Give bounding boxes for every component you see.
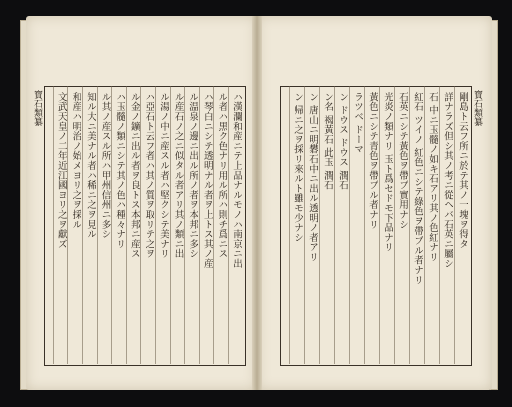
text-column: ラツベ ドーマ xyxy=(352,92,363,155)
text-column: ハ亞石ト云フ者ハ其ノ質ヲ取リテ之ヲ xyxy=(143,92,155,259)
column-rule xyxy=(319,86,320,364)
column-rule xyxy=(394,86,395,364)
text-column: ル温泉ノ邊ニ出ル所ノ者ヲ本邦ニ多シ xyxy=(187,92,199,259)
column-rule xyxy=(111,86,112,364)
column-rule xyxy=(184,86,185,364)
column-rule xyxy=(439,86,440,364)
text-column: 石英ニシテ黃色ヲ帶ブ實用ナシ xyxy=(397,92,408,230)
column-rule xyxy=(349,86,350,364)
column-rule xyxy=(97,86,98,364)
text-column: 黃色ニシテ青色ヲ帶ブル者ナリ xyxy=(367,92,378,230)
text-column: ル金ノ鑛ニ出ル者ヲ良トス本邦ニ産ス xyxy=(128,92,140,259)
text-column: ン ドウス ドウス 潤石 xyxy=(337,92,348,190)
text-column: 知ル大ニ美ナル者ハ稀ニ之ヲ見ル xyxy=(85,92,96,239)
left-page-header: 寶石類纂 xyxy=(32,90,42,126)
column-rule xyxy=(364,86,365,364)
text-column: 文武天皇ノ二年近江國ヨリ之ヲ獻ズ xyxy=(55,92,67,249)
text-column: 石 中ニ玉髓ノ如キ石アリ其ノ色紅ナリ xyxy=(427,92,438,262)
column-rule xyxy=(454,86,455,364)
text-column: ル其ノ産スル所ハ甲州信州ニ多シ xyxy=(99,92,111,239)
column-rule xyxy=(170,86,171,364)
column-rule xyxy=(53,86,54,364)
column-rule xyxy=(304,86,305,364)
column-rule xyxy=(67,86,68,364)
text-column: ン 唐山ニ明礬石中ニ出ル透明ノ者アリ xyxy=(307,92,318,262)
text-column: ハ漢瀾和産ニテ上品ナルモノハ南京ニ出 xyxy=(231,92,242,269)
column-rule xyxy=(199,86,200,364)
column-rule xyxy=(424,86,425,364)
text-column: 光炎ノ類ナリ 玉ト爲セドモ下品ナリ xyxy=(382,92,393,253)
column-rule xyxy=(126,86,127,364)
text-column: ハ玉髓ノ類ニシテ其ノ色ハ種々ナリ xyxy=(114,92,126,249)
column-rule xyxy=(334,86,335,364)
text-column: 剛島ト云フ所ニ於テ其ノ一塊ヲ得タ xyxy=(457,92,468,249)
text-column: ル産石ノ之ニ似タル者アリ其ノ類ニ出 xyxy=(172,92,184,259)
right-page-header: 寶石類纂 xyxy=(472,90,482,126)
text-column: 紅石 ツイノ 紅色ニシテ綠色ヲ帶ブル者ナリ xyxy=(412,92,423,285)
column-rule xyxy=(155,86,156,364)
text-column: ハ琴白ニシテ透明ナル者ヲ上トス其ノ産 xyxy=(201,92,213,269)
text-column: 詳ナラズ但シ其ノ考ニ從ヘバ石英ニ屬シ xyxy=(442,92,453,269)
text-column: ル者ハ黒ク色ナリ用ル所ハ則チ爲ニス xyxy=(216,92,228,259)
column-rule xyxy=(409,86,410,364)
book-gutter xyxy=(252,16,262,390)
column-rule xyxy=(213,86,214,364)
column-rule xyxy=(140,86,141,364)
text-column: 和産ハ明治ノ始メヨリ之ヲ採ル xyxy=(70,92,82,230)
text-column: ン名 褐黃石 此玉 潤石 xyxy=(322,92,333,190)
column-rule xyxy=(228,86,229,364)
text-column: ン 帰ニ之ヲ採リ來ルト雖モ少ナシ xyxy=(292,92,303,243)
text-column: ル湯ノ中ニ産スル者ハ堅クシテ美ナリ xyxy=(158,92,169,259)
column-rule xyxy=(289,86,290,364)
column-rule xyxy=(379,86,380,364)
column-rule xyxy=(82,86,83,364)
